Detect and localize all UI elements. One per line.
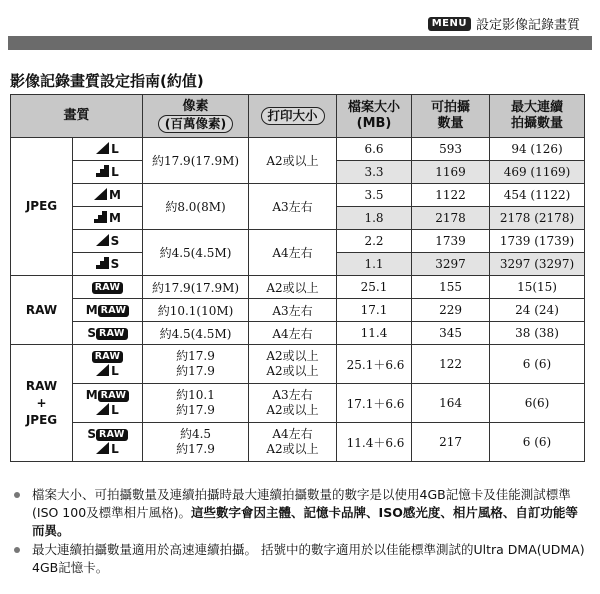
pixels-cell: 約10.1 約17.9: [143, 384, 249, 423]
quality-icon-small-fine: S: [73, 230, 143, 253]
table-row: [11, 299, 585, 322]
raw-icon: RAW: [98, 305, 130, 317]
burst-cell: 2178 (2178): [490, 207, 585, 230]
notes: [10, 486, 590, 578]
table-row: [11, 184, 585, 207]
print-cell: A2或以上: [249, 138, 337, 184]
size-cell: 3.5: [337, 184, 412, 207]
bullet-icon: [14, 547, 20, 553]
shots-cell: 1122: [412, 184, 490, 207]
quality-icon-medium-normal: M: [73, 207, 143, 230]
shots-cell: 122: [412, 345, 490, 384]
normal-icon: [94, 211, 107, 223]
note-burst: 最大連續拍攝數量適用於高速連續拍攝。 括號中的數字適用於以佳能標準測試的Ultra DMA(UDMA) 4GB記憶卡。: [10, 541, 590, 577]
print-cell: A4左右 A2或以上: [249, 423, 337, 462]
size-cell: 17.1＋6.6: [337, 384, 412, 423]
quality-icon-mraw-l: M RAW L: [73, 384, 143, 423]
table-row: [11, 230, 585, 253]
shots-cell: 1739: [412, 230, 490, 253]
raw-icon: RAW: [92, 282, 124, 294]
group-raw-jpeg: RAW + JPEG: [11, 345, 73, 462]
print-cell: A2或以上 A2或以上: [249, 345, 337, 384]
table-row: [11, 384, 585, 423]
raw-icon: RAW: [96, 328, 128, 340]
note-file-size: 檔案大小、可拍攝數量及連續拍攝時最大連續拍攝數量的數字是以使用4GB記憶卡及佳能測試標準(ISO 100及標準相片風格)。這些數字會因主體、記憶卡品牌、ISO感光度、相片風格、自訂功能等而異。: [10, 486, 590, 540]
print-cell: A3左右: [249, 184, 337, 230]
table-row: [11, 345, 585, 384]
quality-table: [10, 94, 585, 462]
burst-cell: 1739 (1739): [490, 230, 585, 253]
print-cell: A2或以上: [249, 276, 337, 299]
size-cell: 25.1: [337, 276, 412, 299]
col-quality: 畫質: [11, 95, 143, 138]
print-cell: A3左右 A2或以上: [249, 384, 337, 423]
menu-badge: MENU: [428, 17, 471, 31]
size-cell: 3.3: [337, 161, 412, 184]
bullet-icon: [14, 492, 20, 498]
size-cell: 25.1＋6.6: [337, 345, 412, 384]
burst-cell: 6 (6): [490, 345, 585, 384]
size-cell: 6.6: [337, 138, 412, 161]
pixels-cell: 約17.9 約17.9: [143, 345, 249, 384]
group-raw: RAW: [11, 276, 73, 345]
shots-cell: 229: [412, 299, 490, 322]
raw-icon: RAW: [96, 429, 128, 441]
col-file-size: 檔案大小 (MB): [337, 95, 412, 138]
group-jpeg: JPEG: [11, 138, 73, 276]
shots-cell: 155: [412, 276, 490, 299]
burst-cell: 6(6): [490, 384, 585, 423]
burst-cell: 38 (38): [490, 322, 585, 345]
table-row: [11, 322, 585, 345]
shots-cell: 345: [412, 322, 490, 345]
burst-cell: 94 (126): [490, 138, 585, 161]
size-cell: 11.4＋6.6: [337, 423, 412, 462]
quality-icon-sraw: S RAW: [73, 322, 143, 345]
col-shots: 可拍攝 數量: [412, 95, 490, 138]
quality-icon-large-fine: L: [73, 138, 143, 161]
table-header-row: [11, 95, 585, 138]
table-row: [11, 138, 585, 161]
fine-icon: [96, 142, 109, 154]
header-title: 設定影像記錄畫質: [475, 18, 580, 33]
shots-cell: 1169: [412, 161, 490, 184]
pixels-cell: 約4.5 約17.9: [143, 423, 249, 462]
quality-icon-sraw-l: S RAW L: [73, 423, 143, 462]
shots-cell: 164: [412, 384, 490, 423]
print-cell: A3左右: [249, 299, 337, 322]
raw-icon: RAW: [92, 351, 124, 363]
fine-icon: [94, 188, 107, 200]
pixels-cell: 約10.1(10M): [143, 299, 249, 322]
burst-cell: 3297 (3297): [490, 253, 585, 276]
size-cell: 11.4: [337, 322, 412, 345]
quality-icon-raw: [73, 276, 143, 299]
quality-icon-mraw: M RAW: [73, 299, 143, 322]
fine-icon: [96, 403, 109, 415]
normal-icon: [96, 257, 109, 269]
col-pixels: 像素 (百萬像素): [143, 95, 249, 138]
burst-cell: 15(15): [490, 276, 585, 299]
section-title: 影像記錄畫質設定指南(約值): [10, 72, 204, 90]
quality-icon-large-normal: L: [73, 161, 143, 184]
size-cell: 2.2: [337, 230, 412, 253]
burst-cell: 454 (1122): [490, 184, 585, 207]
quality-icon-small-normal: S: [73, 253, 143, 276]
size-cell: 17.1: [337, 299, 412, 322]
table-row: [11, 423, 585, 462]
table-row: [11, 276, 585, 299]
print-cell: A4左右: [249, 230, 337, 276]
shots-cell: 2178: [412, 207, 490, 230]
print-cell: A4左右: [249, 322, 337, 345]
pixels-cell: 約8.0(8M): [143, 184, 249, 230]
header-bar: [8, 36, 592, 50]
normal-icon: [96, 165, 109, 177]
pixels-cell: 約17.9(17.9M): [143, 138, 249, 184]
page-header: [428, 14, 580, 33]
raw-icon: RAW: [98, 390, 130, 402]
col-max-burst: 最大連續 拍攝數量: [490, 95, 585, 138]
pixels-cell: 約4.5(4.5M): [143, 322, 249, 345]
shots-cell: 217: [412, 423, 490, 462]
burst-cell: 469 (1169): [490, 161, 585, 184]
fine-icon: [96, 442, 109, 454]
quality-icon-medium-fine: M: [73, 184, 143, 207]
size-cell: 1.8: [337, 207, 412, 230]
size-cell: 1.1: [337, 253, 412, 276]
burst-cell: 6 (6): [490, 423, 585, 462]
shots-cell: 593: [412, 138, 490, 161]
fine-icon: [96, 364, 109, 376]
shots-cell: 3297: [412, 253, 490, 276]
col-print-size: 打印大小: [249, 95, 337, 138]
pixels-cell: 約17.9(17.9M): [143, 276, 249, 299]
fine-icon: [96, 234, 109, 246]
burst-cell: 24 (24): [490, 299, 585, 322]
quality-icon-raw-l: RAW L: [73, 345, 143, 384]
pixels-cell: 約4.5(4.5M): [143, 230, 249, 276]
